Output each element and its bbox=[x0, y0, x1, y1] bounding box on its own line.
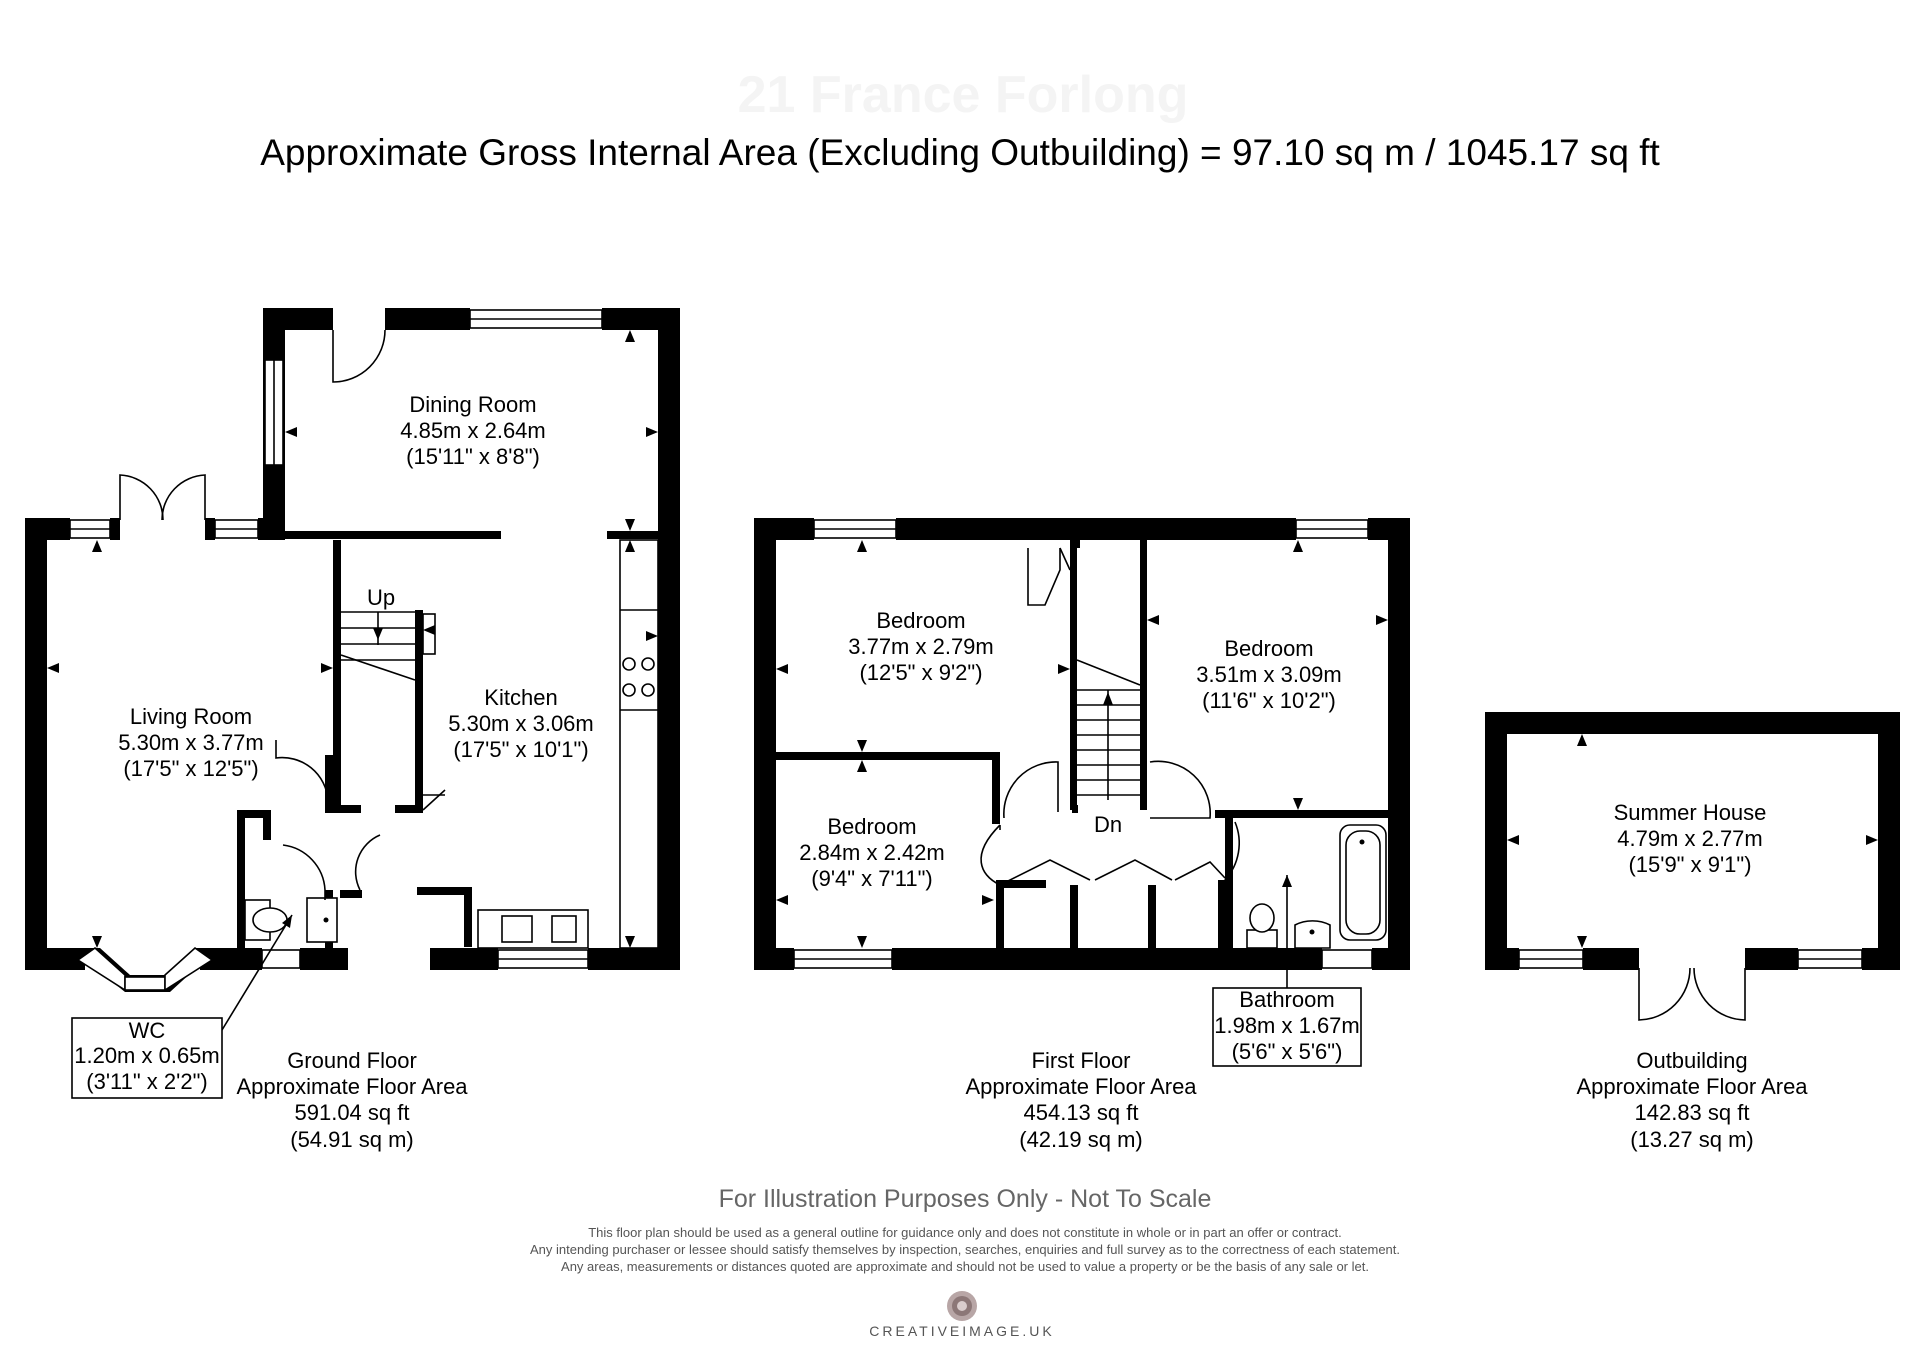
first-floor-name: First Floor bbox=[1031, 1048, 1131, 1073]
wall bbox=[1485, 712, 1507, 970]
wall bbox=[237, 810, 245, 950]
window bbox=[1322, 950, 1372, 968]
wall bbox=[1072, 805, 1078, 813]
wall bbox=[430, 948, 498, 970]
ground-floor-sqft: 591.04 sq ft bbox=[294, 1100, 410, 1125]
wall bbox=[1485, 712, 1900, 734]
first-floor-sqm: (42.19 sq m) bbox=[1019, 1127, 1143, 1152]
wall bbox=[464, 887, 472, 947]
wall bbox=[607, 531, 658, 539]
bathroom-metric: 1.98m x 1.67m bbox=[1214, 1013, 1360, 1038]
ground-floor-name: Ground Floor bbox=[287, 1048, 417, 1073]
wall bbox=[1140, 540, 1147, 810]
wall bbox=[205, 518, 215, 540]
dimension-arrows bbox=[47, 330, 658, 948]
wall bbox=[1148, 885, 1156, 948]
stairs-up-label: Up bbox=[366, 585, 396, 610]
wall bbox=[325, 755, 333, 813]
cupboard-door bbox=[1060, 548, 1070, 570]
disclaimer-line-2: Any intending purchaser or lessee should satisfy themselves by inspection, searches, enquiries and full survey as to the correctness of each statement. bbox=[529, 1242, 1401, 1257]
french-door bbox=[1639, 968, 1690, 1020]
wall bbox=[658, 308, 680, 970]
door bbox=[333, 330, 385, 382]
wall bbox=[110, 518, 120, 540]
wall bbox=[1218, 880, 1226, 948]
bedroom-1-metric: 3.77m x 2.79m bbox=[848, 634, 994, 659]
wall bbox=[1878, 712, 1900, 970]
door bbox=[283, 845, 325, 900]
bathroom-name: Bathroom bbox=[1239, 987, 1335, 1012]
dining-room-metric: 4.85m x 2.64m bbox=[400, 418, 546, 443]
cupboard-door bbox=[1175, 862, 1225, 880]
stair-wall bbox=[415, 610, 423, 810]
wall bbox=[996, 880, 1004, 948]
wall bbox=[1372, 948, 1410, 970]
wall bbox=[754, 948, 794, 970]
wall bbox=[892, 948, 1322, 970]
outbuilding-sqm: (13.27 sq m) bbox=[1630, 1127, 1754, 1152]
wall bbox=[417, 887, 472, 895]
bathroom-imperial: (5'6" x 5'6") bbox=[1231, 1039, 1343, 1064]
bedroom-3-name: Bedroom bbox=[827, 814, 917, 839]
wall bbox=[25, 948, 85, 970]
door bbox=[981, 825, 1000, 885]
bedroom-3-imperial: (9'4" x 7'11") bbox=[811, 866, 933, 891]
summer-house-name: Summer House bbox=[1613, 800, 1767, 825]
wall bbox=[385, 308, 470, 330]
window bbox=[125, 977, 165, 990]
door bbox=[1150, 761, 1210, 818]
wall bbox=[1745, 948, 1798, 970]
wall bbox=[333, 805, 361, 813]
first-floor-plan bbox=[754, 518, 1410, 1152]
french-door bbox=[120, 475, 163, 520]
sink-icon bbox=[552, 916, 576, 942]
creativeimage-logo-icon bbox=[947, 1291, 977, 1321]
disclaimer-line-3: Any areas, measurements or distances quoted are approximate and should not be used to value a property or be the basis of any sale or let. bbox=[561, 1259, 1369, 1274]
bath-icon bbox=[1346, 831, 1380, 934]
wall bbox=[340, 890, 362, 898]
door bbox=[356, 835, 380, 890]
toilet-icon bbox=[1250, 904, 1274, 932]
bedroom-1-imperial: (12'5" x 9'2") bbox=[859, 660, 983, 685]
wall bbox=[992, 752, 1000, 824]
staircase-down bbox=[1077, 660, 1140, 800]
ground-floor-sqm: (54.91 sq m) bbox=[290, 1127, 414, 1152]
wall bbox=[1070, 885, 1078, 948]
basin-icon bbox=[307, 898, 337, 942]
summer-house-metric: 4.79m x 2.77m bbox=[1617, 826, 1763, 851]
wall bbox=[1485, 948, 1519, 970]
wc-imperial: (3'11" x 2'2") bbox=[86, 1069, 208, 1094]
outbuilding-area-label: Approximate Floor Area bbox=[1576, 1074, 1808, 1099]
disclaimer-line-1: This floor plan should be used as a general outline for guidance only and does not constitute in whole or in part an offer or contract. bbox=[588, 1225, 1342, 1240]
toilet-icon bbox=[253, 908, 287, 932]
creativeimage-logo-text: CREATIVEIMAGE.UK bbox=[869, 1323, 1055, 1339]
stair-wall bbox=[333, 540, 341, 810]
cupboard-door bbox=[1095, 860, 1172, 880]
first-floor-area-label: Approximate Floor Area bbox=[965, 1074, 1197, 1099]
wall bbox=[1070, 540, 1077, 810]
wall bbox=[1388, 518, 1410, 970]
bedroom-2-metric: 3.51m x 3.09m bbox=[1196, 662, 1342, 687]
living-room-name: Living Room bbox=[129, 704, 253, 729]
window bbox=[78, 948, 125, 990]
kitchen-name: Kitchen bbox=[484, 685, 558, 710]
wall bbox=[395, 805, 423, 813]
kitchen-metric: 5.30m x 3.06m bbox=[448, 711, 594, 736]
bedroom-3-metric: 2.84m x 2.42m bbox=[799, 840, 945, 865]
wall bbox=[25, 518, 70, 540]
summer-house-imperial: (15'9" x 9'1") bbox=[1628, 852, 1752, 877]
first-floor-sqft: 454.13 sq ft bbox=[1023, 1100, 1139, 1125]
cupboard bbox=[1028, 548, 1060, 605]
wall bbox=[1583, 948, 1639, 970]
outbuilding-name: Outbuilding bbox=[1636, 1048, 1748, 1073]
wc-name: WC bbox=[128, 1018, 166, 1043]
living-room-metric: 5.30m x 3.77m bbox=[118, 730, 264, 755]
ground-floor-plan bbox=[25, 308, 680, 1152]
french-door bbox=[1694, 968, 1745, 1020]
bedroom-2-name: Bedroom bbox=[1224, 636, 1314, 661]
kitchen-worktop bbox=[620, 540, 658, 948]
wall bbox=[263, 810, 271, 840]
illustration-notice: For Illustration Purposes Only - Not To Scale bbox=[718, 1185, 1212, 1213]
wall bbox=[25, 518, 47, 970]
wall bbox=[754, 518, 814, 540]
living-room-imperial: (17'5" x 12'5") bbox=[123, 756, 259, 781]
wc-metric: 1.20m x 0.65m bbox=[74, 1043, 220, 1068]
dining-room-name: Dining Room bbox=[409, 392, 537, 417]
outbuilding-sqft: 142.83 sq ft bbox=[1634, 1100, 1750, 1125]
wall bbox=[263, 308, 333, 330]
bedroom-1-name: Bedroom bbox=[876, 608, 966, 633]
door bbox=[1004, 762, 1058, 818]
dining-room-imperial: (15'11" x 8'8") bbox=[406, 444, 540, 469]
window bbox=[262, 950, 300, 968]
french-door bbox=[162, 475, 205, 520]
wall bbox=[1215, 810, 1388, 818]
gross-internal-area-title: Approximate Gross Internal Area (Excluding Outbuilding) = 97.10 sq m / 1045.17 sq ft bbox=[260, 132, 1660, 173]
wall bbox=[754, 518, 776, 970]
door bbox=[423, 790, 445, 810]
outbuilding-plan bbox=[1485, 712, 1900, 1152]
kitchen-imperial: (17'5" x 10'1") bbox=[453, 737, 589, 762]
wall bbox=[896, 518, 1296, 540]
ground-floor-area-label: Approximate Floor Area bbox=[236, 1074, 468, 1099]
wall bbox=[1070, 540, 1080, 548]
wall bbox=[283, 531, 501, 539]
stairs-down-label: Dn bbox=[1093, 812, 1123, 837]
staircase-up bbox=[341, 612, 415, 680]
wall bbox=[588, 948, 680, 970]
property-address-watermark: 21 France Forlong bbox=[737, 66, 1189, 124]
bedroom-2-imperial: (11'6" x 10'2") bbox=[1202, 688, 1336, 713]
wall bbox=[1862, 948, 1900, 970]
sink-icon bbox=[502, 916, 532, 942]
door bbox=[276, 740, 328, 800]
wall bbox=[300, 948, 348, 970]
wall bbox=[776, 752, 1000, 760]
